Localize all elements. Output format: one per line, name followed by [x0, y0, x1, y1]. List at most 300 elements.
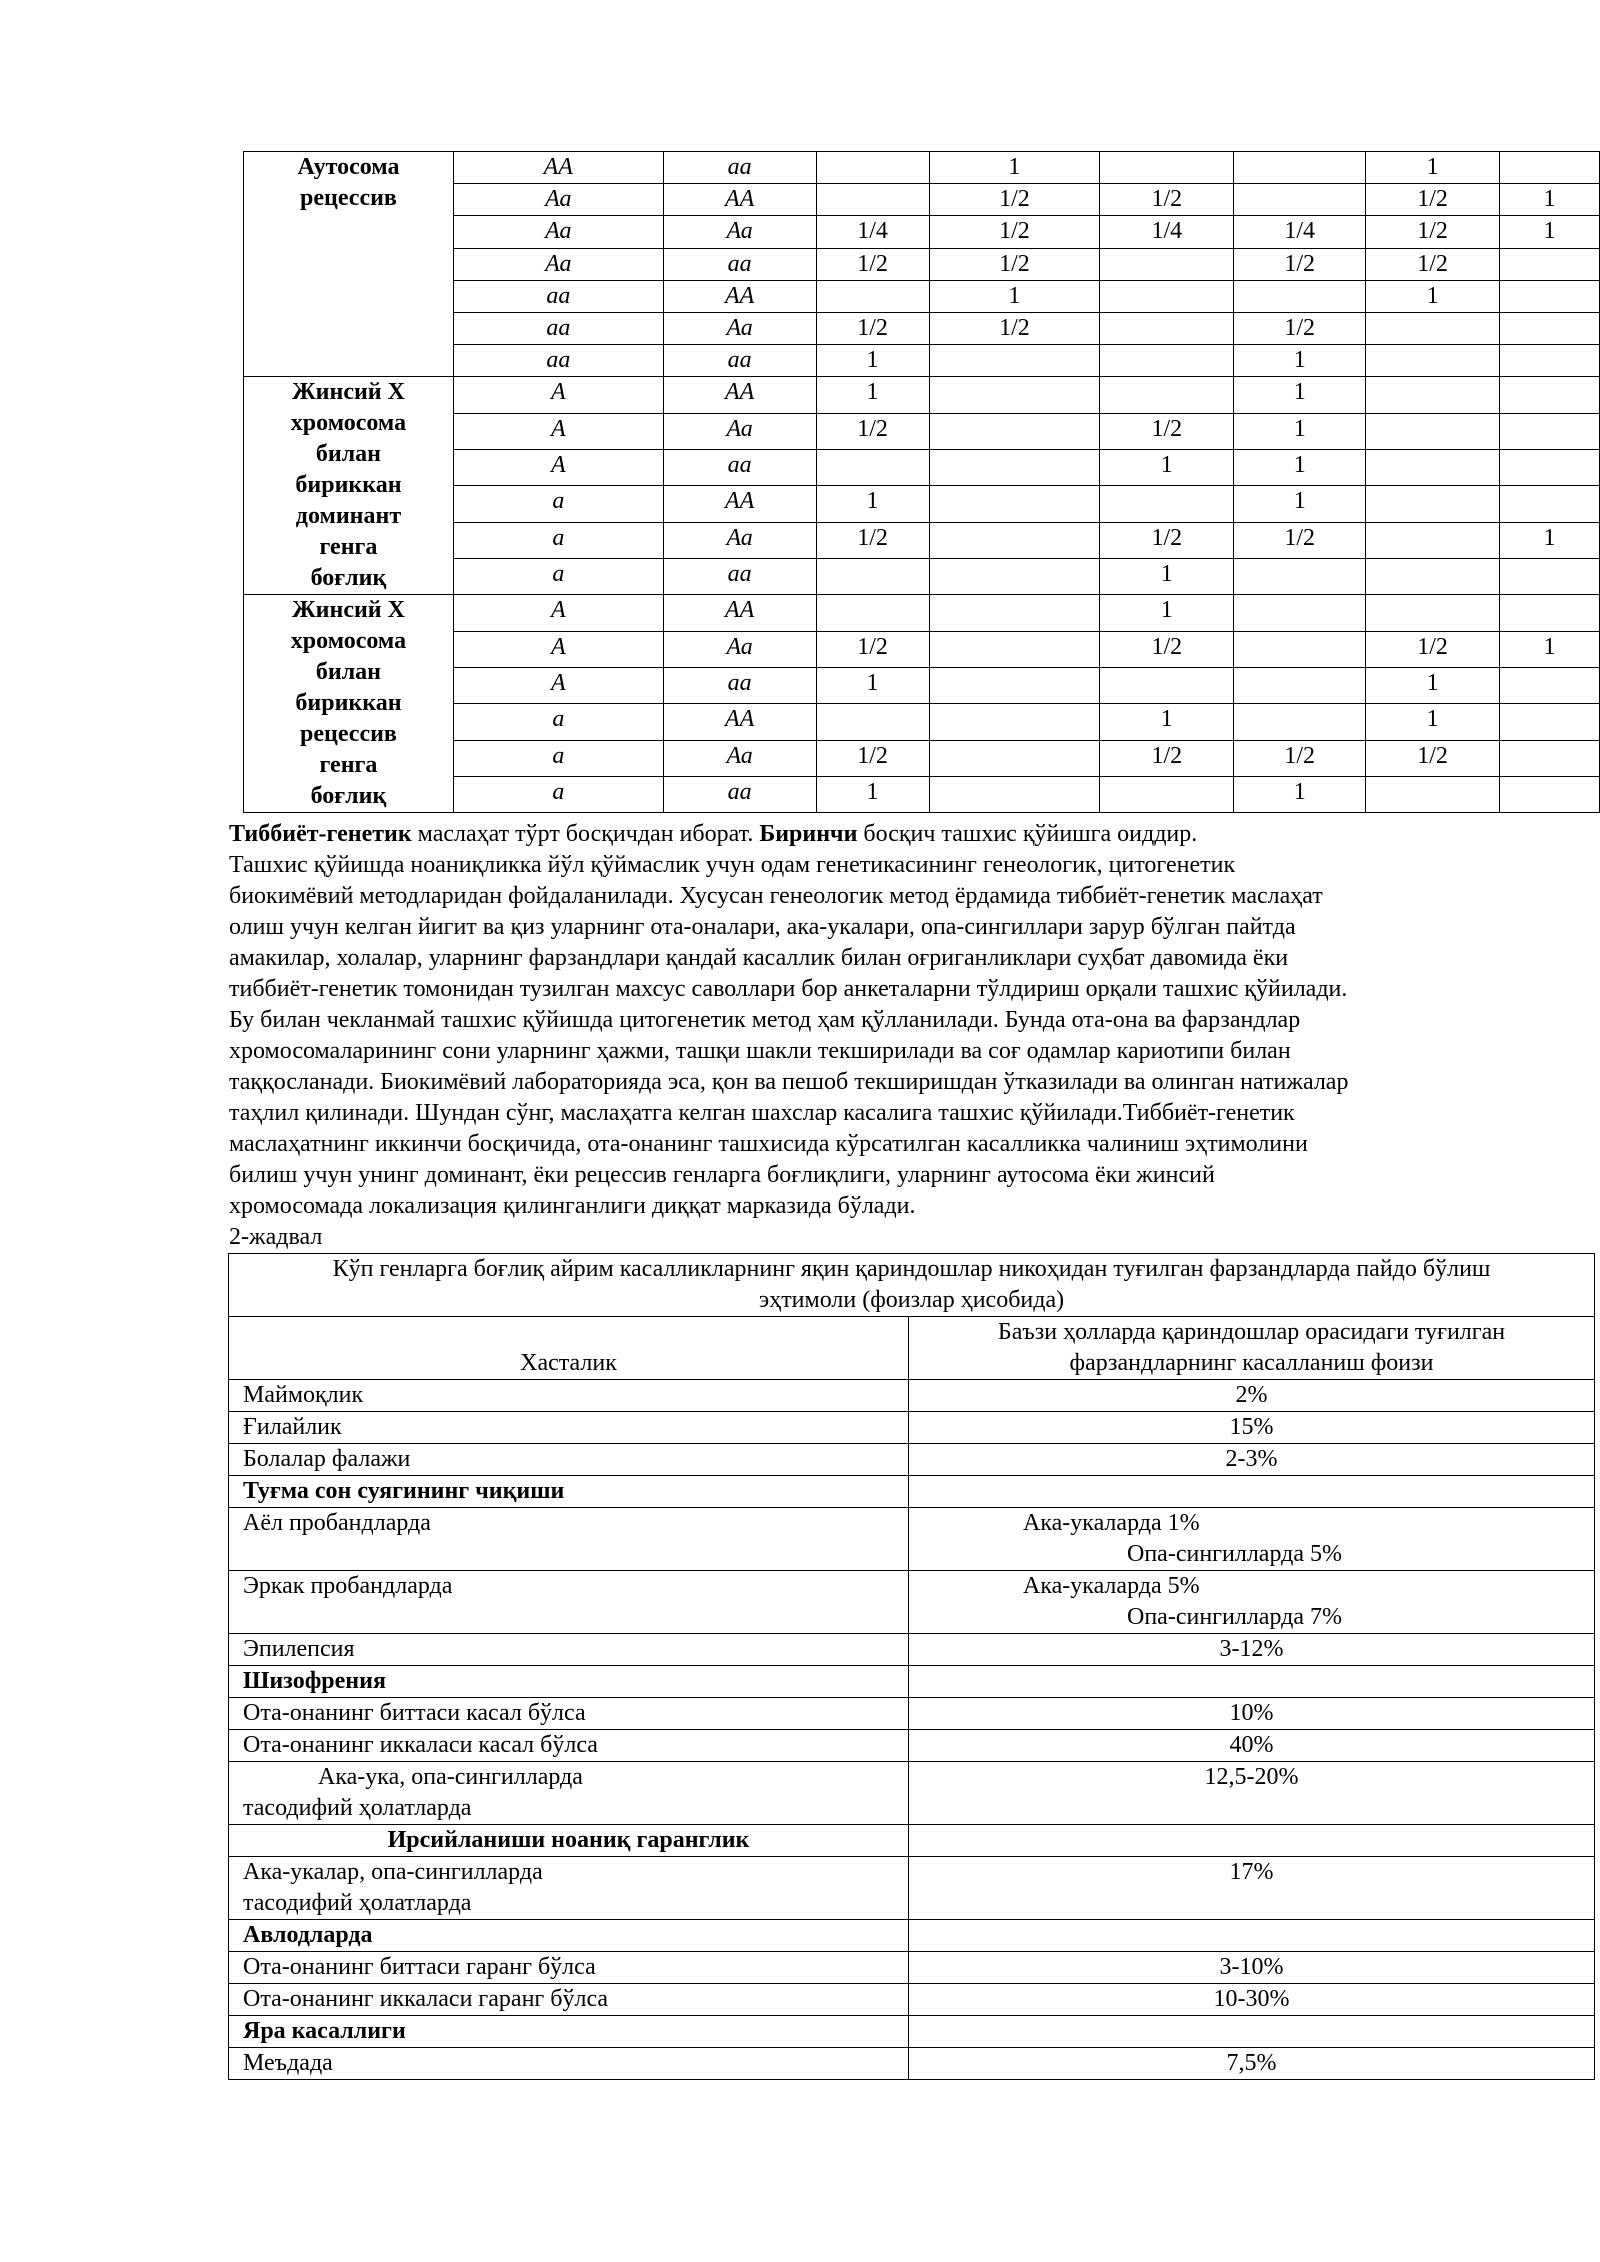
text-line [229, 1005, 1569, 1036]
probability-cell [1100, 152, 1234, 184]
table-row [229, 1730, 1595, 1762]
mother-genotype-cell: АА [663, 184, 816, 216]
probability-cell: 1 [929, 152, 1100, 184]
table-row [229, 1952, 1595, 1984]
probability-cell [1234, 184, 1366, 216]
text-run: маслаҳатнинг иккинчи босқичида, ота-онанинг ташхисида кўрсатилган касалликка чалиниш эҳтимолини [229, 1131, 1308, 1157]
percent-value: Опа-сингилларда 5% [1127, 1541, 1342, 1567]
disease-cell [229, 1571, 909, 1634]
mother-genotype-cell: аа [663, 345, 816, 377]
disease-cell [229, 1984, 909, 2016]
probability-cell: 1/2 [1366, 740, 1500, 776]
father-genotype-cell: а [453, 740, 663, 776]
probability-cell [1500, 248, 1600, 280]
probability-cell [929, 486, 1100, 522]
probability-cell: 1/2 [1100, 522, 1234, 558]
disease-label: Авлодларда [243, 1922, 373, 1948]
probability-cell: 1 [816, 377, 929, 413]
text-run: 2-жадвал [229, 1224, 323, 1250]
father-genotype-cell: А [453, 631, 663, 667]
text-run: хромосомада локализация қилинганлиги диққат марказида бўлади. [229, 1193, 916, 1219]
table-row [229, 1444, 1595, 1476]
disease-cell [229, 1444, 909, 1476]
probability-cell [1100, 776, 1234, 812]
father-genotype-cell: А [453, 449, 663, 485]
probability-cell [929, 345, 1100, 377]
bold-term: Тиббиёт-генетик [229, 821, 412, 847]
mother-genotype-cell: Аа [663, 216, 816, 248]
disease-label: Ота-онанинг иккаласи касал бўлса [243, 1732, 598, 1758]
probability-cell: 1 [1234, 345, 1366, 377]
percent-value: Ака-укаларда 1% [1023, 1510, 1200, 1536]
mother-genotype-cell: аа [663, 152, 816, 184]
percent-cell [909, 2048, 1595, 2080]
probability-cell: 1/2 [1234, 522, 1366, 558]
text-line [229, 881, 1569, 912]
inheritance-type-label: боғлиқ [310, 783, 387, 810]
disease-label: Ота-онанинг иккаласи гаранг бўлса [243, 1986, 609, 2012]
probability-cell: 1/4 [1234, 216, 1366, 248]
percent-value: 2-3% [1225, 1446, 1278, 1472]
table-row [229, 1920, 1595, 1952]
mother-genotype-cell: АА [663, 486, 816, 522]
probability-cell [1366, 377, 1500, 413]
probability-cell [929, 522, 1100, 558]
text-line [229, 912, 1569, 943]
table-row [229, 2048, 1595, 2080]
percent-cell [909, 1984, 1595, 2016]
father-genotype-cell: аа [453, 312, 663, 344]
father-genotype-cell: а [453, 558, 663, 594]
probability-cell: 1/2 [1100, 413, 1234, 449]
probability-cell [1100, 486, 1234, 522]
disease-cell [229, 1380, 909, 1412]
inheritance-type-cell [244, 377, 454, 595]
probability-cell: 1/2 [816, 248, 929, 280]
disease-label: Ғилайлик [243, 1414, 342, 1440]
probability-cell [816, 280, 929, 312]
percent-cell [909, 1476, 1595, 1508]
probability-cell: 1/2 [816, 413, 929, 449]
percent-cell [909, 1666, 1595, 1698]
probability-cell [1366, 522, 1500, 558]
probability-cell [929, 631, 1100, 667]
percent-cell [909, 1698, 1595, 1730]
body-paragraph [229, 819, 1569, 1253]
text-line [229, 974, 1569, 1005]
mother-genotype-cell: аа [663, 558, 816, 594]
probability-cell: 1/4 [1100, 216, 1234, 248]
percent-cell [909, 1634, 1595, 1666]
probability-cell [1500, 595, 1600, 631]
text-line [229, 1129, 1569, 1160]
table-row [229, 1762, 1595, 1825]
probability-cell [1500, 280, 1600, 312]
father-genotype-cell: Аа [453, 184, 663, 216]
probability-cell [929, 377, 1100, 413]
probability-cell [1366, 449, 1500, 485]
table-row [229, 1857, 1595, 1920]
table-row [229, 1508, 1595, 1571]
table-row [229, 1698, 1595, 1730]
text-line [229, 1098, 1569, 1129]
disease-label: Маймоқлик [243, 1382, 364, 1408]
text-run: маслаҳат тўрт босқичдан иборат. [411, 821, 760, 847]
inheritance-type-label: билан [315, 441, 382, 468]
probability-cell [1234, 704, 1366, 740]
probability-cell: 1 [1100, 704, 1234, 740]
inheritance-type-label: Жинсий Х [291, 379, 405, 406]
disease-label: Ота-онанинг биттаси гаранг бўлса [243, 1954, 596, 1980]
mother-genotype-cell: аа [663, 776, 816, 812]
mother-genotype-cell: Аа [663, 631, 816, 667]
probability-cell: 1 [1234, 486, 1366, 522]
disease-label: Туғма сон суягининг чиқиши [243, 1478, 565, 1504]
probability-cell: 1/2 [1100, 631, 1234, 667]
father-genotype-cell: а [453, 522, 663, 558]
probability-cell [1100, 248, 1234, 280]
probability-cell: 1 [1500, 631, 1600, 667]
percent-cell [909, 1412, 1595, 1444]
probability-cell: 1/2 [816, 631, 929, 667]
probability-cell: 1 [1100, 558, 1234, 594]
disease-cell [229, 1825, 909, 1857]
text-run: биокимёвий методларидан фойдаланилади. Хусусан генеологик метод ёрдамида тиббиёт-генетик маслаҳат [229, 883, 1323, 909]
probability-cell: 1 [816, 486, 929, 522]
probability-cell: 1 [1234, 377, 1366, 413]
inheritance-table [243, 151, 1600, 813]
inheritance-type-label: хромосома [290, 410, 407, 437]
percent-cell [909, 1857, 1595, 1920]
inheritance-type-label: Аутосома [297, 154, 400, 180]
disease-label: Аёл пробандларда [243, 1510, 431, 1536]
text-line [229, 819, 1569, 850]
disease-label: тасодифий ҳолатларда [243, 1890, 472, 1916]
probability-cell [1366, 345, 1500, 377]
disease-cell [229, 1412, 909, 1444]
disease-cell [229, 1698, 909, 1730]
probability-cell: 1/4 [816, 216, 929, 248]
percent-value: 7,5% [1226, 2050, 1277, 2076]
probability-cell [1500, 152, 1600, 184]
text-line [229, 943, 1569, 974]
probability-cell [1366, 312, 1500, 344]
disease-probability-table [228, 1253, 1595, 2080]
probability-cell: 1 [1366, 667, 1500, 703]
probability-cell: 1/2 [816, 740, 929, 776]
probability-cell: 1 [1366, 280, 1500, 312]
disease-label: Эпилепсия [243, 1636, 355, 1662]
inheritance-type-cell [244, 595, 454, 813]
percent-cell [909, 1825, 1595, 1857]
text-line [229, 1160, 1569, 1191]
text-run: таққосланади. Биокимёвий лабораторияда эса, қон ва пешоб текширишдан ўтказилади ва олинган натижалар [229, 1069, 1349, 1095]
header-disease: Хасталик [229, 1317, 909, 1380]
mother-genotype-cell: Аа [663, 740, 816, 776]
father-genotype-cell: а [453, 486, 663, 522]
disease-cell [229, 1857, 909, 1920]
percent-cell [909, 1952, 1595, 1984]
probability-cell: 1 [1234, 449, 1366, 485]
percent-cell [909, 1762, 1595, 1825]
disease-cell [229, 1634, 909, 1666]
mother-genotype-cell: Аа [663, 522, 816, 558]
percent-value: 17% [1229, 1859, 1274, 1885]
probability-cell [1234, 667, 1366, 703]
probability-cell: 1 [1234, 413, 1366, 449]
inheritance-type-label: рецессив [300, 185, 397, 211]
probability-cell: 1/2 [929, 312, 1100, 344]
probability-cell [1100, 667, 1234, 703]
probability-cell [929, 740, 1100, 776]
probability-cell [1500, 449, 1600, 485]
disease-cell [229, 1476, 909, 1508]
mother-genotype-cell: аа [663, 449, 816, 485]
probability-cell [1234, 595, 1366, 631]
inheritance-type-label: Жинсий Х [291, 597, 405, 624]
disease-label: Ота-онанинг биттаси касал бўлса [243, 1700, 586, 1726]
text-run: олиш учун келган йигит ва қиз уларнинг ота-оналари, ака-укалари, опа-сингиллари зарур бўлган пайтда [229, 914, 1296, 940]
table-row [244, 377, 1600, 413]
probability-cell [1366, 558, 1500, 594]
text-run: амакилар, холалар, уларнинг фарзандлари қандай касаллик билан оғриганликлари суҳбат давомида ёки [229, 945, 1289, 971]
table-caption [229, 1222, 1569, 1253]
probability-cell [1366, 595, 1500, 631]
inheritance-type-label: билан [315, 659, 382, 686]
probability-cell [1500, 740, 1600, 776]
probability-cell [929, 704, 1100, 740]
mother-genotype-cell: Аа [663, 312, 816, 344]
probability-cell [929, 558, 1100, 594]
probability-cell [929, 595, 1100, 631]
father-genotype-cell: аа [453, 280, 663, 312]
probability-cell: 1/2 [1366, 631, 1500, 667]
probability-cell [1366, 486, 1500, 522]
bold-term: Биринчи [759, 821, 858, 847]
probability-cell: 1/2 [1100, 184, 1234, 216]
disease-cell [229, 1762, 909, 1825]
percent-cell [909, 1508, 1595, 1571]
percent-value: Ака-укаларда 5% [1023, 1573, 1200, 1599]
table-row [229, 1380, 1595, 1412]
probability-cell [1500, 486, 1600, 522]
table-row [229, 1634, 1595, 1666]
probability-cell: 1/2 [929, 184, 1100, 216]
probability-cell: 1/2 [1366, 216, 1500, 248]
father-genotype-cell: аа [453, 345, 663, 377]
percent-value: Опа-сингилларда 7% [1127, 1604, 1342, 1630]
father-genotype-cell: А [453, 413, 663, 449]
probability-cell: 1/2 [1234, 740, 1366, 776]
percent-cell [909, 1444, 1595, 1476]
text-run: Бу билан чекланмай ташхис қўйишда цитогенетик метод ҳам қўлланилади. Бунда ота-она ва фарзандлар [229, 1007, 1301, 1033]
probability-cell: 1/2 [1234, 312, 1366, 344]
percent-cell [909, 1920, 1595, 1952]
table-row [244, 595, 1600, 631]
table-title: Кўп генларга боғлиқ айрим касалликларнинг яқин қариндошлар никоҳидан туғилган фарзандларда пайдо бўлиш эҳтимоли (фоизлар ҳисобида) [229, 1254, 1595, 1317]
probability-cell [1100, 377, 1234, 413]
disease-label: Болалар фалажи [243, 1446, 411, 1472]
percent-value: 12,5-20% [1204, 1764, 1299, 1790]
probability-cell [1366, 776, 1500, 812]
percent-value: 15% [1229, 1414, 1274, 1440]
probability-cell [929, 667, 1100, 703]
probability-cell: 1 [1500, 216, 1600, 248]
mother-genotype-cell: АА [663, 704, 816, 740]
probability-cell: 1 [816, 345, 929, 377]
table-row [244, 152, 1600, 184]
disease-cell [229, 1508, 909, 1571]
disease-label: Яра касаллиги [243, 2018, 406, 2044]
percent-cell [909, 1730, 1595, 1762]
probability-cell: 1/2 [1366, 248, 1500, 280]
mother-genotype-cell: АА [663, 377, 816, 413]
probability-cell: 1/2 [929, 216, 1100, 248]
disease-label: Ака-ука, опа-сингилларда [318, 1764, 583, 1790]
disease-cell [229, 2016, 909, 2048]
probability-cell [1500, 667, 1600, 703]
table-row [229, 1412, 1595, 1444]
text-line [229, 1191, 1569, 1222]
percent-value: 10% [1229, 1700, 1274, 1726]
father-genotype-cell: А [453, 595, 663, 631]
header-percent: Баъзи ҳолларда қариндошлар орасидаги туғилган фарзандларнинг касалланиш фоизи [909, 1317, 1595, 1380]
probability-cell [929, 776, 1100, 812]
percent-value: 10-30% [1213, 1986, 1290, 2012]
inheritance-type-label: боғлиқ [310, 565, 387, 592]
inheritance-type-label: рецессив [300, 721, 397, 748]
probability-cell [1100, 312, 1234, 344]
father-genotype-cell: а [453, 776, 663, 812]
percent-cell [909, 1380, 1595, 1412]
percent-value: 2% [1235, 1382, 1268, 1408]
probability-cell [1500, 413, 1600, 449]
table-row [229, 1825, 1595, 1857]
percent-value: 3-10% [1219, 1954, 1284, 1980]
probability-cell: 1 [929, 280, 1100, 312]
probability-cell: 1 [1500, 522, 1600, 558]
probability-cell [1234, 558, 1366, 594]
disease-cell [229, 2048, 909, 2080]
disease-label: тасодифий ҳолатларда [243, 1795, 472, 1821]
percent-value: 40% [1229, 1732, 1274, 1758]
inheritance-type-label: бириккан [295, 690, 402, 717]
probability-cell [1500, 345, 1600, 377]
probability-cell: 1/2 [1234, 248, 1366, 280]
probability-cell [1100, 280, 1234, 312]
probability-cell [929, 413, 1100, 449]
disease-label: Меъдада [243, 2050, 333, 2076]
table-row [229, 2016, 1595, 2048]
inheritance-type-cell [244, 152, 454, 377]
mother-genotype-cell: аа [663, 667, 816, 703]
probability-cell: 1 [1500, 184, 1600, 216]
text-run: хромосомаларининг сони уларнинг ҳажми, ташқи шакли текширилади ва соғ одамлар кариотипи билан [229, 1038, 1291, 1064]
percent-cell [909, 1571, 1595, 1634]
inheritance-type-label: генга [319, 752, 378, 779]
disease-label: Ирсийланиши ноаниқ гаранглик [387, 1827, 750, 1853]
father-genotype-cell: а [453, 704, 663, 740]
percent-value: 3-12% [1219, 1636, 1284, 1662]
table-row [229, 1571, 1595, 1634]
probability-cell [1500, 377, 1600, 413]
probability-cell [1500, 312, 1600, 344]
father-genotype-cell: А [453, 667, 663, 703]
probability-cell: 1 [1366, 152, 1500, 184]
inheritance-type-label: генга [319, 534, 378, 561]
probability-cell: 1 [1100, 449, 1234, 485]
probability-cell [1234, 152, 1366, 184]
mother-genotype-cell: аа [663, 248, 816, 280]
table-row [229, 1476, 1595, 1508]
probability-cell: 1/2 [929, 248, 1100, 280]
mother-genotype-cell: АА [663, 595, 816, 631]
text-run: Ташхис қўйишда ноаниқликка йўл қўймаслик учун одам генетикасининг генеологик, цитогенетик [229, 852, 1236, 878]
disease-cell [229, 1730, 909, 1762]
probability-cell: 1 [816, 667, 929, 703]
disease-cell [229, 1952, 909, 1984]
text-run: билиш учун унинг доминант, ёки рецессив генларга боғлиқлиги, уларнинг аутосома ёки жинсий [229, 1162, 1215, 1188]
mother-genotype-cell: АА [663, 280, 816, 312]
text-line [229, 850, 1569, 881]
probability-cell [1366, 413, 1500, 449]
inheritance-type-label: хромосома [290, 628, 407, 655]
mother-genotype-cell: Аа [663, 413, 816, 449]
table-row [229, 1984, 1595, 2016]
probability-cell: 1/2 [1366, 184, 1500, 216]
table-title-row [229, 1254, 1595, 1317]
probability-cell: 1/2 [1100, 740, 1234, 776]
probability-cell: 1/2 [816, 522, 929, 558]
table-row [229, 1666, 1595, 1698]
probability-cell: 1 [1234, 776, 1366, 812]
probability-cell [816, 449, 929, 485]
probability-cell [1500, 704, 1600, 740]
father-genotype-cell: АА [453, 152, 663, 184]
inheritance-type-label: доминант [295, 503, 402, 530]
probability-cell [816, 595, 929, 631]
father-genotype-cell: Аа [453, 216, 663, 248]
father-genotype-cell: Аа [453, 248, 663, 280]
probability-cell [929, 449, 1100, 485]
probability-cell: 1/2 [816, 312, 929, 344]
disease-label: Ака-укалар, опа-сингилларда [243, 1859, 543, 1885]
probability-cell: 1 [816, 776, 929, 812]
disease-label: Эркак пробандларда [243, 1573, 453, 1599]
text-line [229, 1067, 1569, 1098]
probability-cell [1234, 631, 1366, 667]
probability-cell [1234, 280, 1366, 312]
text-run: таҳлил қилинади. Шундан сўнг, маслаҳатга келган шахслар касалига ташхис қўйилади.Тиббиёт-генетик [229, 1100, 1295, 1126]
probability-cell [816, 152, 929, 184]
disease-cell [229, 1920, 909, 1952]
disease-label: Шизофрения [243, 1668, 386, 1694]
text-run: босқич ташхис қўйишга оиддир. [857, 821, 1198, 847]
probability-cell [1100, 345, 1234, 377]
inheritance-type-label: бириккан [295, 472, 402, 499]
probability-cell: 1 [1100, 595, 1234, 631]
probability-cell: 1 [1366, 704, 1500, 740]
probability-cell [816, 704, 929, 740]
probability-cell [1500, 776, 1600, 812]
table-header-row [229, 1317, 1595, 1380]
percent-cell [909, 2016, 1595, 2048]
text-line [229, 1036, 1569, 1067]
father-genotype-cell: А [453, 377, 663, 413]
disease-cell [229, 1666, 909, 1698]
probability-cell [1500, 558, 1600, 594]
probability-cell [816, 558, 929, 594]
